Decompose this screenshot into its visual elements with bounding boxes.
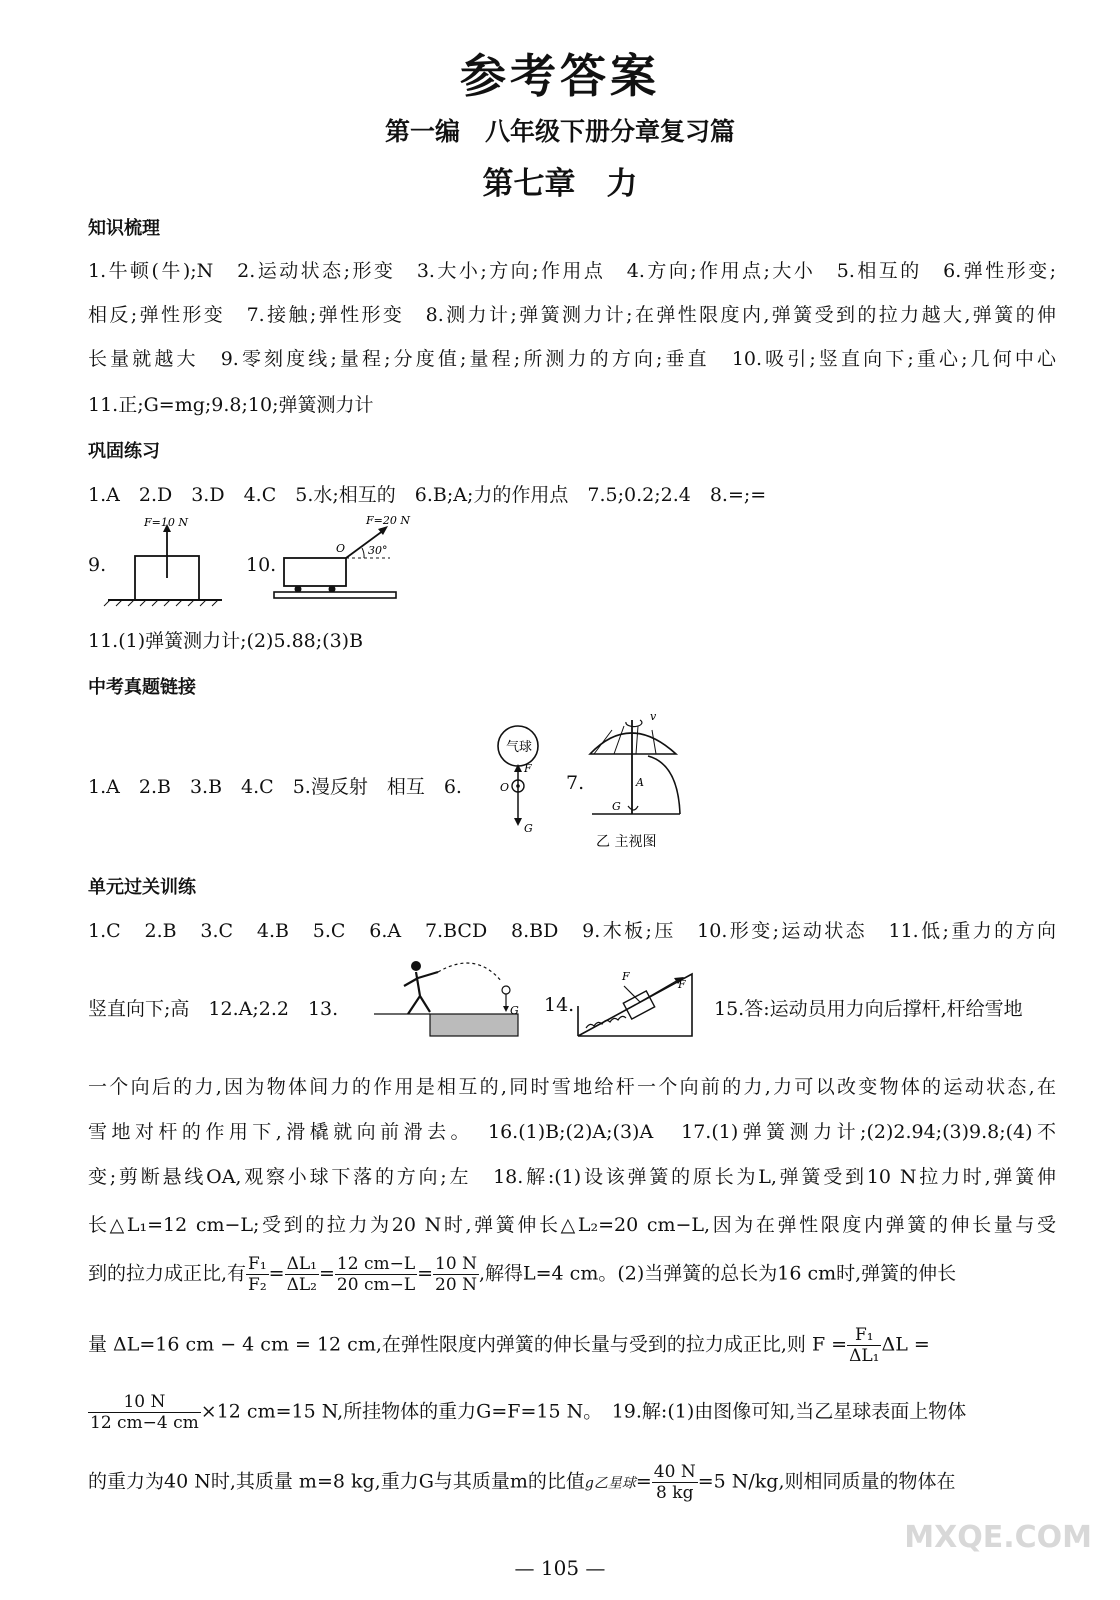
knowledge-line-3: 长量就越大 9.零刻度线;量程;分度值;量程;所测力的方向;垂直 10.吸引;竖直向下;重心;几何中心	[88, 348, 1056, 370]
unit-line-5: 变;剪断悬线OA,观察小球下落的方向;左 18.解:(1)设该弹簧的原长为L,弹簧受到10 N拉力时,弹簧伸	[88, 1166, 1056, 1188]
fraction-forces: $\frac{10 N}{20 N}$	[435, 1254, 477, 1295]
knowledge-line-1: 1.牛顿(牛);N 2.运动状态;形变 3.大小;方向;作用点 4.方向;作用点;大小 5.相互的 6.弹性形变;	[88, 260, 1056, 282]
unit-line-7: 到的拉力成正比,有 $\frac{\text{F₁}}{\text{F₂}}$ = $\frac{\text{ΔL₁}}{\text{ΔL₂}}$ = $\frac{12 cm-L}{20 cm-L}$ = $\frac{10 N}{20 N}$ ,解得L=4 cm。(2)当弹簧的总长为16 cm时,弹簧的伸长	[88, 1254, 957, 1295]
section-heading-knowledge: 知识梳理	[88, 218, 160, 239]
unit-line-1: 1.C 2.B 3.C 4.B 5.C 6.A 7.BCD 8.BD 9.木板;压 10.形变;运动状态 11.低;重力的方向	[88, 920, 1056, 942]
fraction-f1-dl1: $\frac{\text{F₁}}{\text{ΔL₁}}$	[849, 1325, 880, 1366]
umbrella-v-label: v	[650, 710, 657, 723]
fraction-result: $\frac{10 N}{12 cm-4 cm}$	[90, 1392, 199, 1433]
unit-line-2-end: 15.答:运动员用力向后撑杆,杆给雪地	[714, 998, 1023, 1020]
line7-tail: ,解得L=4 cm。(2)当弹簧的总长为16 cm时,弹簧的伸长	[478, 1262, 957, 1285]
chapter-heading: 第七章 力	[482, 166, 638, 202]
fraction-g-ratio: $\frac{40 N}{8 kg}$	[653, 1462, 696, 1503]
umbrella-caption: 乙 主视图	[596, 834, 657, 850]
fig10-cart-diagram	[272, 514, 410, 606]
unit-line-9: $\frac{10 N}{12 cm-4 cm}$ ×12 cm=15 N,所挂物体的重力G=F=15 N。 19.解:(1)由图像可知,当乙星球表面上物体	[90, 1392, 967, 1433]
umbrella-a-label: A	[636, 776, 644, 789]
balloon-force-diagram	[494, 724, 550, 842]
practice-line-11: 11.(1)弹簧测力计;(2)5.88;(3)B	[88, 630, 364, 652]
unit-line-4: 雪地对杆的作用下,滑橇就向前滑去。 16.(1)B;(2)A;(3)A 17.(1)弹簧测力计;(2)2.94;(3)9.8;(4)不	[88, 1121, 1056, 1143]
balloon-label: 气球	[506, 740, 533, 755]
fig10-angle-label: 30°	[368, 544, 388, 557]
section-heading-exam: 中考真题链接	[88, 677, 196, 698]
fig9-force-label: F=10 N	[144, 516, 188, 529]
fig10-force-label: F=20 N	[366, 514, 410, 527]
unit-line-10: 的重力为40 N时,其质量 m=8 kg,重力G与其质量m的比值g乙星球= $\frac{40 N}{8 kg}$ =5 N/kg,则相同质量的物体在	[88, 1462, 956, 1503]
umbrella-g-label: G	[612, 800, 621, 813]
fig13-g-label: G	[510, 1004, 519, 1017]
section-heading-unit: 单元过关训练	[88, 877, 196, 898]
fig9-number: 9.	[88, 554, 107, 576]
umbrella-diagram	[584, 710, 696, 850]
exam-q7-number: 7.	[566, 772, 585, 794]
balloon-f-label: F	[524, 762, 532, 775]
section-heading-practice: 巩固练习	[88, 441, 160, 462]
fig14-f1-label: F	[622, 970, 630, 983]
unit-line-6: 长△L₁=12 cm−L;受到的拉力为20 N时,弹簧伸长△L₂=20 cm−L,因为在弹性限度内弹簧的伸长量与受	[88, 1214, 1056, 1236]
fig14-number: 14.	[544, 994, 575, 1016]
unit-line-2-start: 竖直向下;高 12.A;2.2 13.	[88, 998, 339, 1020]
exam-answers: 1.A 2.B 3.B 4.C 5.漫反射 相互 6.	[88, 776, 462, 798]
fig14-incline-diagram	[574, 966, 696, 1038]
part-heading: 第一编 八年级下册分章复习篇	[384, 117, 735, 146]
knowledge-line-2: 相反;弹性形变 7.接触;弹性形变 8.测力计;弹簧测力计;在弹性限度内,弹簧受到的拉力越大,弹簧的伸	[88, 304, 1056, 326]
fraction-f1-f2: $\frac{\text{F₁}}{\text{F₂}}$	[248, 1254, 267, 1295]
fig10-point-label: O	[336, 542, 346, 555]
unit-line-8: 量 ΔL=16 cm − 4 cm = 12 cm,在弹性限度内弹簧的伸长量与受到的拉力成正比,则 F = $\frac{\text{F₁}}{\text{ΔL₁}}$ ΔL =	[88, 1325, 930, 1366]
fraction-lengths: $\frac{12 cm-L}{20 cm-L}$	[336, 1254, 416, 1295]
knowledge-line-4: 11.正;G=mg;9.8;10;弹簧测力计	[88, 394, 374, 416]
fig14-f2-label: F	[678, 978, 686, 991]
fig10-number: 10.	[246, 554, 277, 576]
balloon-g-label: G	[524, 822, 533, 835]
practice-line-1: 1.A 2.D 3.D 4.C 5.水;相互的 6.B;A;力的作用点 7.5;0.2;2.4 8.=;=	[88, 484, 767, 506]
watermark-text: MXQE.COM	[904, 1520, 1092, 1555]
line7-lead: 到的拉力成正比,有	[88, 1262, 247, 1285]
fig13-thrower-diagram	[372, 956, 522, 1038]
page-number: — 105 —	[514, 1556, 606, 1580]
page-title: 参考答案	[460, 49, 660, 103]
fraction-dl1-dl2: $\frac{\text{ΔL₁}}{\text{ΔL₂}}$	[286, 1254, 317, 1295]
unit-line-3: 一个向后的力,因为物体间力的作用是相互的,同时雪地给杆一个向前的力,力可以改变物体的运动状态,在	[88, 1076, 1056, 1098]
fig9-block-diagram	[100, 518, 230, 608]
balloon-o-label: O	[500, 781, 510, 794]
